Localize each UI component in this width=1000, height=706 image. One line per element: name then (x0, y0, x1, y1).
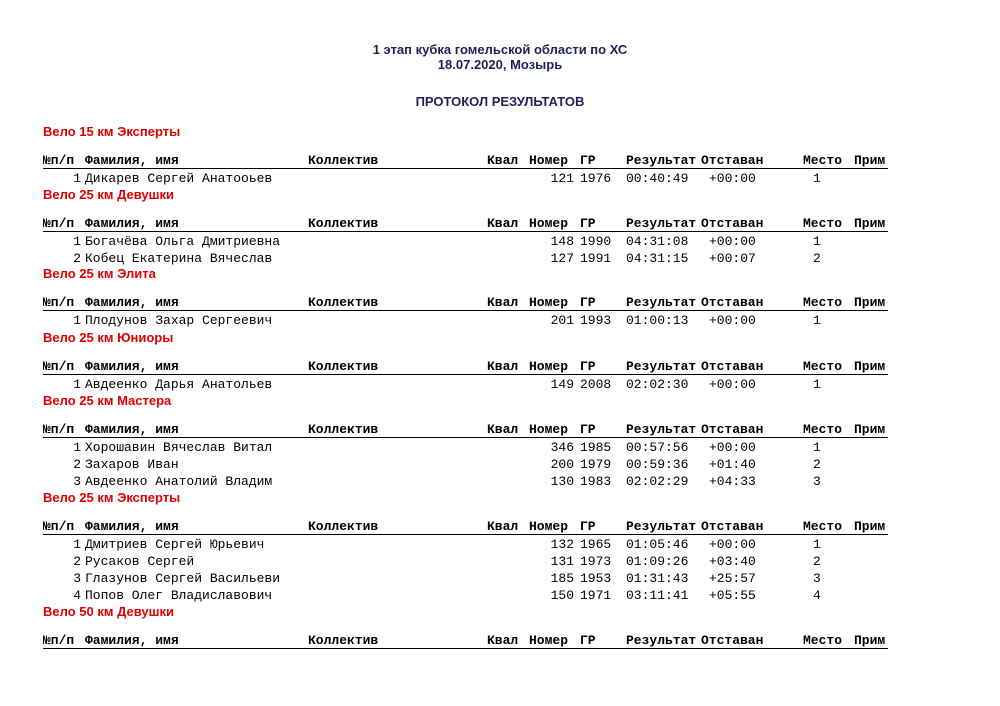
column-header-num: №п/п (43, 216, 75, 231)
column-header-result: Результат (626, 216, 697, 231)
column-header-kval: Квал (487, 153, 519, 168)
cell-name: Кобец Екатерина Вячеслав (85, 251, 273, 266)
cell-bib: 148 (550, 234, 574, 249)
section-title: Вело 15 км Эксперты (43, 124, 181, 139)
cell-number: 4 (73, 588, 81, 603)
table-row (43, 251, 888, 267)
cell-number: 1 (73, 537, 81, 552)
section-title: Вело 25 км Эксперты (43, 490, 181, 505)
column-header-place: Место (803, 633, 843, 648)
cell-result: 04:31:08 (626, 234, 689, 249)
cell-place: 1 (813, 234, 821, 249)
cell-number: 1 (73, 440, 81, 455)
section-title: Вело 25 км Элита (43, 266, 156, 281)
column-header-gap: Отставан (701, 633, 764, 648)
table-row (43, 234, 888, 250)
cell-name: Богачёва Ольга Дмитриевна (85, 234, 281, 249)
cell-gap: +00:00 (709, 537, 756, 552)
cell-gap: +00:00 (709, 234, 756, 249)
column-header-team: Коллектив (308, 216, 379, 231)
cell-bib: 131 (550, 554, 574, 569)
cell-name: Глазунов Сергей Васильеви (85, 571, 281, 586)
cell-gap: +00:00 (709, 440, 756, 455)
column-header-bib: Номер (529, 153, 569, 168)
table-header (43, 423, 888, 438)
column-header-result: Результат (626, 519, 697, 534)
table-row (43, 313, 888, 329)
table-row (43, 440, 888, 456)
table-row (43, 588, 888, 604)
column-header-team: Коллектив (308, 519, 379, 534)
cell-bib: 150 (550, 588, 574, 603)
cell-place: 4 (813, 588, 821, 603)
column-header-bib: Номер (529, 519, 569, 534)
column-header-kval: Квал (487, 295, 519, 310)
column-header-team: Коллектив (308, 153, 379, 168)
cell-year: 1991 (580, 251, 612, 266)
cell-place: 1 (813, 171, 821, 186)
column-header-year: ГР (580, 422, 596, 437)
cell-number: 1 (73, 171, 81, 186)
column-header-prim: Прим (854, 359, 886, 374)
cell-name: Дикарев Сергей Анатооьев (85, 171, 273, 186)
column-header-kval: Квал (487, 216, 519, 231)
cell-number: 2 (73, 554, 81, 569)
table-header (43, 520, 888, 535)
column-header-num: №п/п (43, 633, 75, 648)
cell-bib: 130 (550, 474, 574, 489)
cell-bib: 200 (550, 457, 574, 472)
cell-name: Хорошавин Вячеслав Витал (85, 440, 273, 455)
cell-result: 00:59:36 (626, 457, 689, 472)
column-header-kval: Квал (487, 633, 519, 648)
column-header-prim: Прим (854, 216, 886, 231)
column-header-result: Результат (626, 633, 697, 648)
column-header-year: ГР (580, 633, 596, 648)
column-header-gap: Отставан (701, 153, 764, 168)
column-header-result: Результат (626, 359, 697, 374)
cell-number: 1 (73, 377, 81, 392)
column-header-gap: Отставан (701, 216, 764, 231)
column-header-team: Коллектив (308, 633, 379, 648)
column-header-num: №п/п (43, 359, 75, 374)
column-header-result: Результат (626, 153, 697, 168)
cell-bib: 149 (550, 377, 574, 392)
cell-year: 1971 (580, 588, 612, 603)
cell-year: 1979 (580, 457, 612, 472)
cell-result: 02:02:30 (626, 377, 689, 392)
cell-result: 03:11:41 (626, 588, 689, 603)
cell-place: 2 (813, 554, 821, 569)
cell-year: 1983 (580, 474, 612, 489)
column-header-result: Результат (626, 295, 697, 310)
cell-bib: 132 (550, 537, 574, 552)
column-header-bib: Номер (529, 633, 569, 648)
event-title: 1 этап кубка гомельской области по ХС (372, 42, 628, 57)
column-header-place: Место (803, 519, 843, 534)
cell-bib: 185 (550, 571, 574, 586)
section-title: Вело 25 км Юниоры (43, 330, 174, 345)
cell-result: 00:40:49 (626, 171, 689, 186)
table-header (43, 154, 888, 169)
column-header-name: Фамилия, имя (85, 422, 179, 437)
cell-bib: 346 (550, 440, 574, 455)
cell-gap: +00:00 (709, 377, 756, 392)
column-header-kval: Квал (487, 519, 519, 534)
column-header-place: Место (803, 359, 843, 374)
column-header-team: Коллектив (308, 359, 379, 374)
cell-bib: 201 (550, 313, 574, 328)
table-row (43, 377, 888, 393)
table-header (43, 360, 888, 375)
cell-name: Попов Олег Владиславович (85, 588, 273, 603)
table-row (43, 457, 888, 473)
column-header-name: Фамилия, имя (85, 519, 179, 534)
column-header-kval: Квал (487, 359, 519, 374)
cell-year: 1990 (580, 234, 612, 249)
cell-place: 2 (813, 251, 821, 266)
cell-gap: +03:40 (709, 554, 756, 569)
table-row (43, 474, 888, 490)
cell-result: 04:31:15 (626, 251, 689, 266)
cell-name: Захаров Иван (85, 457, 179, 472)
column-header-gap: Отставан (701, 359, 764, 374)
column-header-num: №п/п (43, 422, 75, 437)
section-title: Вело 25 км Девушки (43, 187, 174, 202)
column-header-num: №п/п (43, 519, 75, 534)
cell-result: 02:02:29 (626, 474, 689, 489)
column-header-year: ГР (580, 153, 596, 168)
cell-result: 01:00:13 (626, 313, 689, 328)
column-header-place: Место (803, 153, 843, 168)
cell-gap: +00:07 (709, 251, 756, 266)
cell-result: 00:57:56 (626, 440, 689, 455)
cell-place: 3 (813, 474, 821, 489)
cell-name: Авдеенко Дарья Анатольев (85, 377, 273, 392)
column-header-team: Коллектив (308, 295, 379, 310)
column-header-gap: Отставан (701, 519, 764, 534)
column-header-prim: Прим (854, 633, 886, 648)
column-header-year: ГР (580, 295, 596, 310)
column-header-name: Фамилия, имя (85, 359, 179, 374)
column-header-place: Место (803, 422, 843, 437)
table-header (43, 296, 888, 311)
cell-name: Дмитриев Сергей Юрьевич (85, 537, 265, 552)
table-header (43, 217, 888, 232)
cell-bib: 121 (550, 171, 574, 186)
event-date-location: 18.07.2020, Мозырь (437, 57, 563, 72)
column-header-kval: Квал (487, 422, 519, 437)
cell-name: Авдеенко Анатолий Владим (85, 474, 273, 489)
cell-gap: +04:33 (709, 474, 756, 489)
cell-year: 1993 (580, 313, 612, 328)
cell-gap: +25:57 (709, 571, 756, 586)
column-header-prim: Прим (854, 295, 886, 310)
cell-year: 2008 (580, 377, 612, 392)
column-header-bib: Номер (529, 295, 569, 310)
cell-number: 1 (73, 234, 81, 249)
cell-result: 01:09:26 (626, 554, 689, 569)
protocol-title: ПРОТОКОЛ РЕЗУЛЬТАТОВ (415, 94, 585, 109)
cell-year: 1965 (580, 537, 612, 552)
cell-gap: +01:40 (709, 457, 756, 472)
column-header-bib: Номер (529, 359, 569, 374)
column-header-place: Место (803, 295, 843, 310)
column-header-year: ГР (580, 359, 596, 374)
column-header-bib: Номер (529, 422, 569, 437)
cell-year: 1953 (580, 571, 612, 586)
cell-place: 1 (813, 440, 821, 455)
cell-number: 2 (73, 251, 81, 266)
cell-place: 1 (813, 313, 821, 328)
column-header-name: Фамилия, имя (85, 295, 179, 310)
cell-result: 01:05:46 (626, 537, 689, 552)
column-header-name: Фамилия, имя (85, 153, 179, 168)
cell-result: 01:31:43 (626, 571, 689, 586)
column-header-name: Фамилия, имя (85, 633, 179, 648)
column-header-team: Коллектив (308, 422, 379, 437)
column-header-result: Результат (626, 422, 697, 437)
table-row (43, 571, 888, 587)
cell-number: 1 (73, 313, 81, 328)
table-row (43, 171, 888, 187)
column-header-num: №п/п (43, 153, 75, 168)
section-title: Вело 50 км Девушки (43, 604, 174, 619)
column-header-gap: Отставан (701, 422, 764, 437)
cell-bib: 127 (550, 251, 574, 266)
document-header (0, 42, 1000, 72)
table-row (43, 537, 888, 553)
cell-number: 2 (73, 457, 81, 472)
column-header-bib: Номер (529, 216, 569, 231)
table-row (43, 554, 888, 570)
cell-name: Плодунов Захар Сергеевич (85, 313, 273, 328)
cell-gap: +05:55 (709, 588, 756, 603)
column-header-name: Фамилия, имя (85, 216, 179, 231)
table-header (43, 634, 888, 649)
section-title: Вело 25 км Мастера (43, 393, 172, 408)
cell-place: 2 (813, 457, 821, 472)
column-header-prim: Прим (854, 519, 886, 534)
cell-year: 1976 (580, 171, 612, 186)
cell-place: 3 (813, 571, 821, 586)
column-header-year: ГР (580, 216, 596, 231)
cell-gap: +00:00 (709, 313, 756, 328)
cell-year: 1985 (580, 440, 612, 455)
column-header-prim: Прим (854, 422, 886, 437)
cell-gap: +00:00 (709, 171, 756, 186)
cell-year: 1973 (580, 554, 612, 569)
cell-number: 3 (73, 474, 81, 489)
column-header-gap: Отставан (701, 295, 764, 310)
cell-number: 3 (73, 571, 81, 586)
cell-name: Русаков Сергей (85, 554, 195, 569)
cell-place: 1 (813, 537, 821, 552)
column-header-num: №п/п (43, 295, 75, 310)
column-header-year: ГР (580, 519, 596, 534)
column-header-place: Место (803, 216, 843, 231)
cell-place: 1 (813, 377, 821, 392)
column-header-prim: Прим (854, 153, 886, 168)
